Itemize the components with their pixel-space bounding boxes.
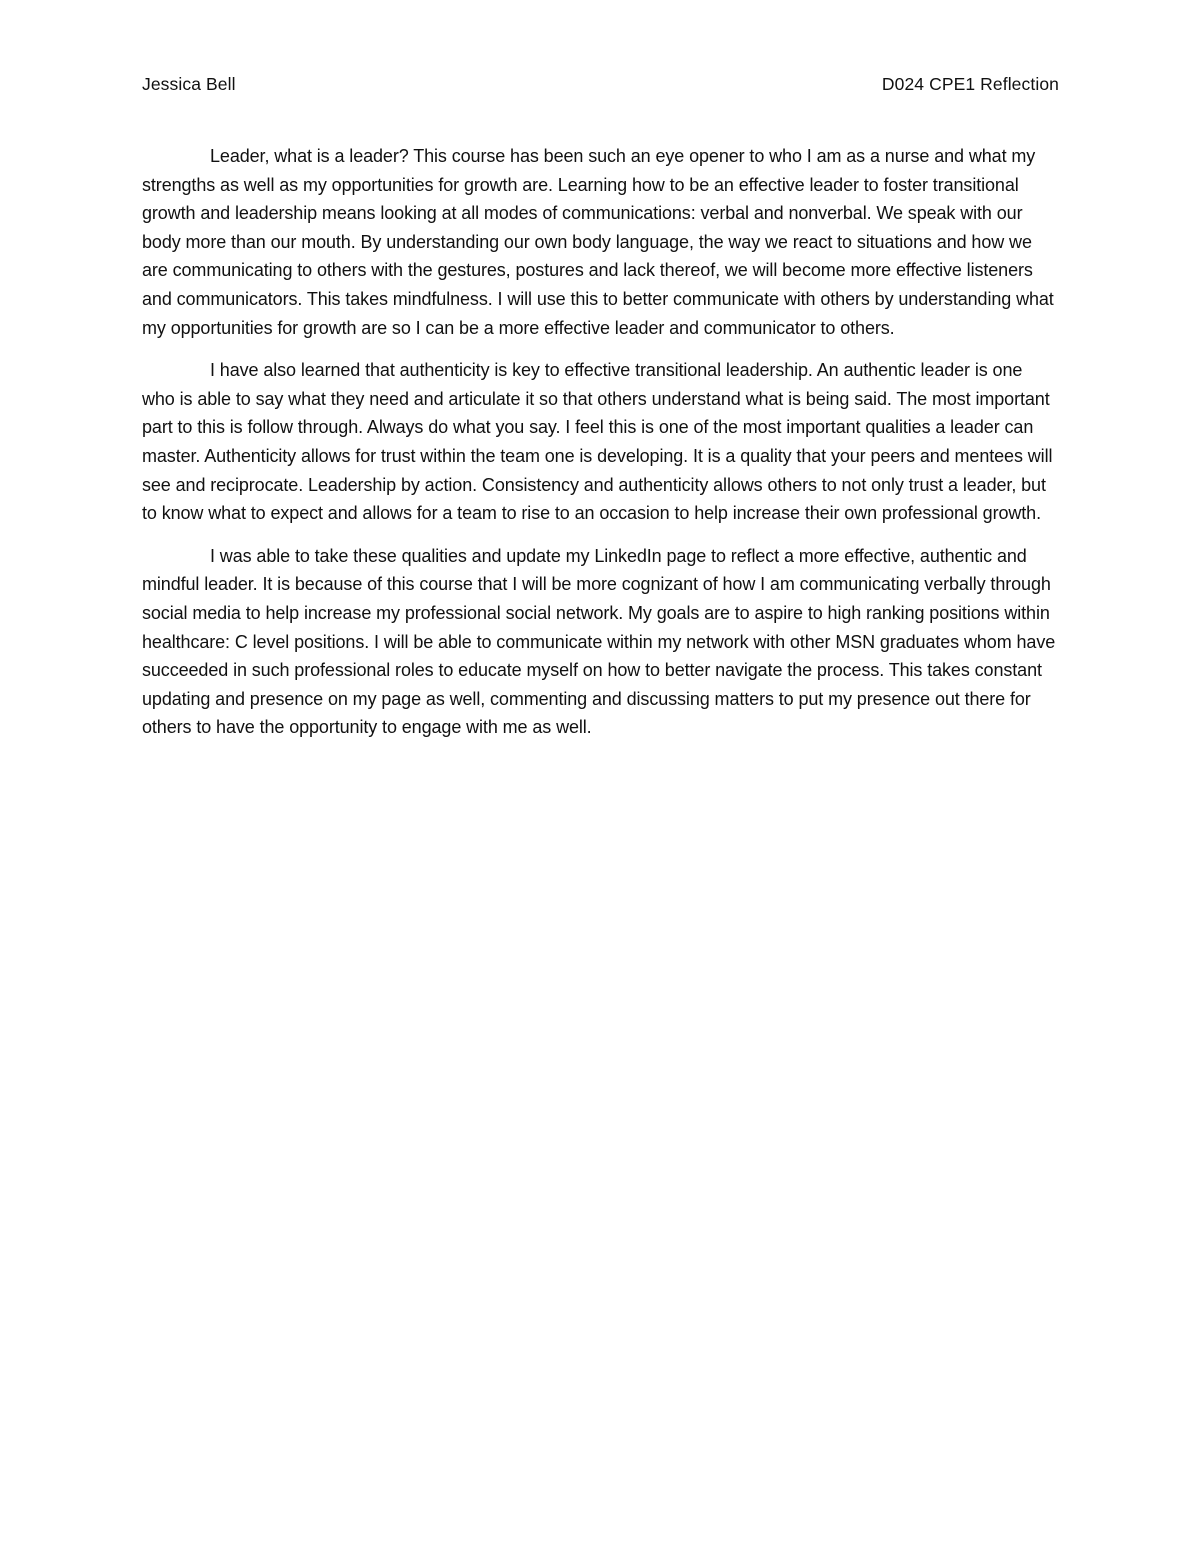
- paragraph-1: Leader, what is a leader? This course has been such an eye opener to who I am as a nurse and what my strengths as well as my opportunities for growth are. Learning how to be an effective leader to foster transitional growth and leadership means looking at all modes of communications: verbal and nonverbal. We speak with our body more than our mouth. By understanding our own body language, the way we react to situations and how we are communicating to others with the gestures, postures and lack thereof, we will become more effective listeners and communicators. This takes mindfulness. I will use this to better communicate with others by understanding what my opportunities for growth are so I can be a more effective leader and communicator to others.: [142, 146, 1054, 338]
- paragraph-2: I have also learned that authenticity is key to effective transitional leadership. An authentic leader is one who is able to say what they need and articulate it so that others understand what is being said. The most important part to this is follow through. Always do what you say. I feel this is one of the most important qualities a leader can master. Authenticity allows for trust within the team one is developing. It is a quality that your peers and mentees will see and reciprocate. Leadership by action. Consistency and authenticity allows others to not only trust a leader, but to know what to expect and allows for a team to rise to an occasion to help increase their own professional growth.: [142, 360, 1053, 524]
- header-title: D024 CPE1 Reflection: [881, 74, 1059, 94]
- document-body: [142, 142, 1059, 756]
- paragraph-3: I was able to take these qualities and update my LinkedIn page to reflect a more effective, authentic and mindful leader. It is because of this course that I will be more cognizant of how I am communicating verbally through social media to help increase my professional social network. My goals are to aspire to high ranking positions within healthcare: C level positions. I will be able to communicate within my network with other MSN graduates whom have succeeded in such professional roles to educate myself on how to better navigate the process. This takes constant updating and presence on my page as well, commenting and discussing matters to put my presence out there for others to have the opportunity to engage with me as well.: [142, 545, 1056, 738]
- page-header: [142, 74, 1059, 100]
- header-author: Jessica Bell: [142, 74, 236, 94]
